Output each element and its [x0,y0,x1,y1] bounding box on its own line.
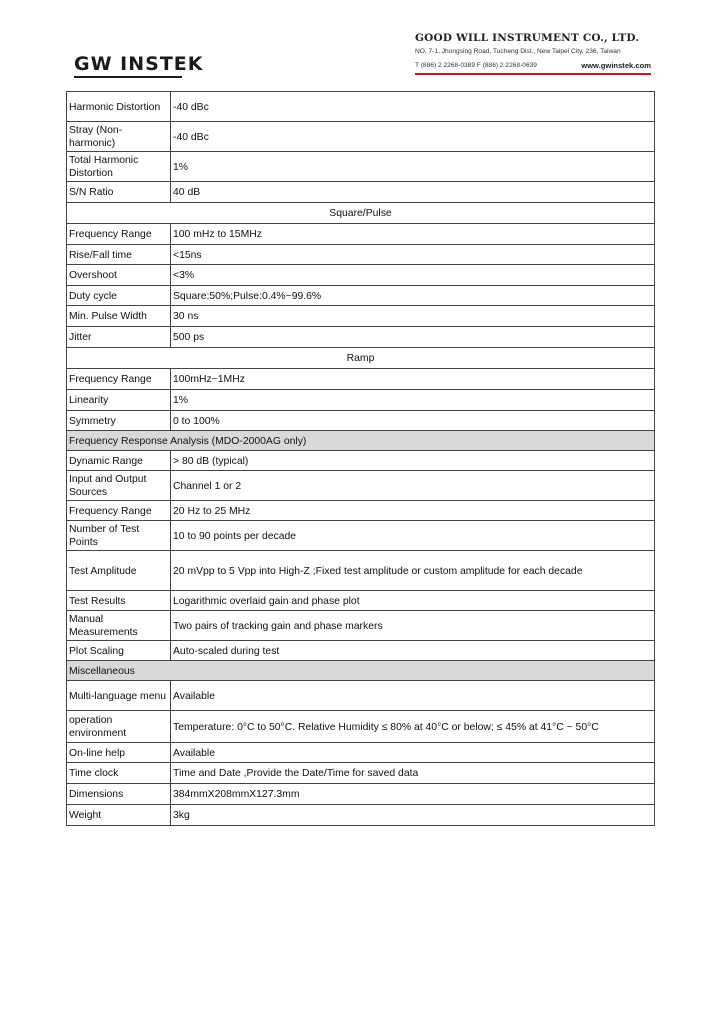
section-title: Square/Pulse [67,203,655,224]
specification-table [66,91,655,826]
category-label: Frequency Response Analysis (MDO-2000AG only) [69,435,307,447]
spec-value: > 80 dB (typical) [171,451,655,471]
company-logo: GW INSTEK [74,53,204,75]
spec-label: On-line help [67,743,171,763]
spec-label: Stray (Non-harmonic) [67,122,171,152]
spec-row [67,369,655,390]
spec-label: Frequency Range [67,369,171,390]
section-title: Ramp [67,348,655,369]
spec-row [67,681,655,711]
spec-label: Jitter [67,327,171,348]
spec-row [67,286,655,306]
spec-value: Auto-scaled during test [171,641,655,661]
spec-value: 0 to 100% [171,411,655,431]
spec-row [67,152,655,182]
spec-value: Available [171,681,655,711]
spec-row [67,784,655,805]
section-row [67,348,655,369]
spec-label: Input and Output Sources [67,471,171,501]
spec-label: Overshoot [67,265,171,286]
spec-label: Frequency Range [67,501,171,521]
category-row [67,661,655,681]
spec-value: 100 mHz to 15MHz [171,224,655,245]
spec-row [67,763,655,784]
website-link[interactable]: www.gwinstek.com [581,61,651,70]
section-row [67,203,655,224]
spec-value: 384mmX208mmX127.3mm [171,784,655,805]
phone-fax: T (886) 2 2268-0389 F (886) 2 2268-0639 [415,62,537,69]
spec-label: Rise/Fall time [67,245,171,265]
spec-value: 20 mVpp to 5 Vpp into High-Z ;Fixed test amplitude or custom amplitude for each decade [171,551,655,591]
spec-value: 1% [171,390,655,411]
logo-underline [74,76,182,78]
spec-label: Test Results [67,591,171,611]
spec-label: Symmetry [67,411,171,431]
category-label: Miscellaneous [69,665,135,677]
company-name: GOOD WILL INSTRUMENT CO., LTD. [415,32,640,44]
spec-row [67,743,655,763]
spec-value: 20 Hz to 25 MHz [171,501,655,521]
header-divider [415,73,651,75]
spec-row [67,501,655,521]
spec-value: Two pairs of tracking gain and phase markers [171,611,655,641]
spec-row [67,390,655,411]
company-contact [415,62,651,69]
spec-row [67,805,655,826]
spec-value: <3% [171,265,655,286]
spec-row [67,306,655,327]
spec-label: Time clock [67,763,171,784]
spec-label: Linearity [67,390,171,411]
spec-value: Logarithmic overlaid gain and phase plot [171,591,655,611]
spec-row [67,521,655,551]
spec-value: 3kg [171,805,655,826]
spec-row [67,327,655,348]
spec-row [67,611,655,641]
spec-label: Total Harmonic Distortion [67,152,171,182]
spec-value: 100mHz~1MHz [171,369,655,390]
spec-row [67,711,655,743]
spec-value: Available [171,743,655,763]
spec-row [67,122,655,152]
spec-label: Dynamic Range [67,451,171,471]
spec-row [67,92,655,122]
spec-row [67,591,655,611]
spec-label: operation environment [67,711,171,743]
spec-label: Dimensions [67,784,171,805]
category-row [67,431,655,451]
spec-value: <15ns [171,245,655,265]
spec-label: Manual Measurements [67,611,171,641]
spec-label: Harmonic Distortion [67,92,171,122]
spec-label: Number of Test Points [67,521,171,551]
spec-value: 1% [171,152,655,182]
spec-label: Test Amplitude [67,551,171,591]
spec-label: Weight [67,805,171,826]
spec-row [67,471,655,501]
spec-value: Time and Date ,Provide the Date/Time for saved data [171,763,655,784]
spec-value: -40 dBc [171,122,655,152]
spec-label: Frequency Range [67,224,171,245]
spec-label: Plot Scaling [67,641,171,661]
letterhead [0,0,724,90]
spec-row [67,451,655,471]
spec-value: 30 ns [171,306,655,327]
spec-label: Duty cycle [67,286,171,306]
spec-row [67,641,655,661]
spec-value: 10 to 90 points per decade [171,521,655,551]
spec-value: -40 dBc [171,92,655,122]
spec-row [67,182,655,203]
spec-row [67,551,655,591]
category-title [67,661,655,681]
spec-value: 40 dB [171,182,655,203]
spec-value: Channel 1 or 2 [171,471,655,501]
spec-value: 500 ps [171,327,655,348]
company-address: NO. 7-1, Jhongsing Road, Tucheng Dist., New Taipei City, 236, Taiwan [415,48,621,55]
spec-row [67,411,655,431]
spec-value: Square:50%;Pulse:0.4%~99.6% [171,286,655,306]
spec-label: Multi-language menu [67,681,171,711]
spec-value: Temperature: 0°C to 50°C. Relative Humidity ≤ 80% at 40°C or below; ≤ 45% at 41°C ~ 50°C [171,711,655,743]
category-title [67,431,655,451]
spec-label: Min. Pulse Width [67,306,171,327]
spec-row [67,265,655,286]
spec-label: S/N Ratio [67,182,171,203]
spec-row [67,245,655,265]
spec-row [67,224,655,245]
